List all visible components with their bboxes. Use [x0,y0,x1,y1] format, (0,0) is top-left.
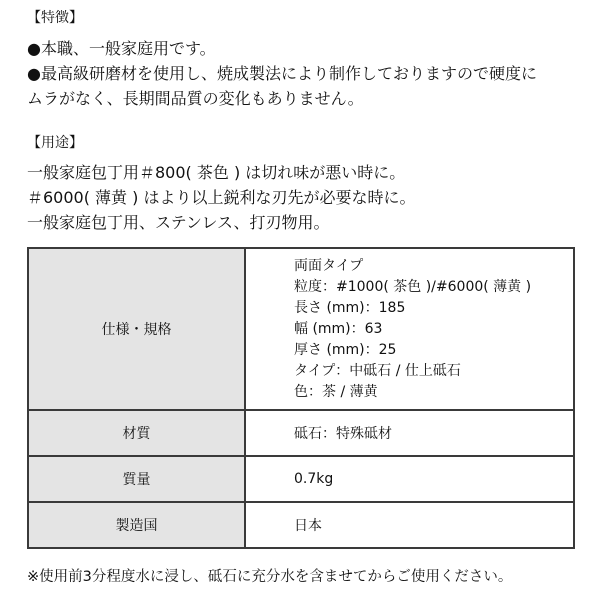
material-value-cell: 砥石：特殊砥材 [245,410,574,456]
usage-line: ＃6000( 薄黄 ) はより以上鋭利な刃先が必要な時に。 [27,188,416,207]
spec-value-line: 両面タイプ [294,257,364,274]
spec-value-cell [245,248,574,410]
usage-note: ※使用前3分程度水に浸し、砥石に充分水を含ませてからご使用ください。 [27,569,513,585]
weight-value-cell: 0.7kg [245,456,574,502]
table-row [28,502,574,548]
origin-label-cell: 製造国 [28,502,245,548]
spec-value-line: 粒度：#1000( 茶色 )/#6000( 薄黄 ) [294,278,532,295]
spec-table [27,247,575,549]
table-row [28,248,574,410]
spec-value-line: 幅 (mm)：63 [294,320,383,337]
origin-value-cell: 日本 [245,502,574,548]
features-list [27,36,537,111]
material-label-cell: 材質 [28,410,245,456]
feature-line: ●最高級研磨材を使用し、焼成製法により制作しておりますので硬度に [27,64,537,83]
spec-value-line: 長さ (mm)：185 [294,299,406,316]
spec-value-line: 色：茶 / 薄黄 [294,383,378,400]
usage-list [27,160,415,235]
feature-line: ムラがなく、長期間品質の変化もありません。 [27,89,364,108]
spec-label-cell: 仕様・規格 [28,248,245,410]
usage-line: 一般家庭包丁用、ステンレス、打刃物用。 [27,213,330,232]
spec-value-line: 厚さ (mm)：25 [294,341,397,358]
feature-line: ●本職、一般家庭用です。 [27,39,216,58]
weight-label-cell: 質量 [28,456,245,502]
spec-value-line: タイプ：中砥石 / 仕上砥石 [294,362,461,379]
usage-heading: 【用途】 [27,135,83,151]
table-row [28,456,574,502]
features-heading: 【特徴】 [27,10,83,26]
usage-line: 一般家庭包丁用＃800( 茶色 ) は切れ味が悪い時に。 [27,163,406,182]
table-row [28,410,574,456]
